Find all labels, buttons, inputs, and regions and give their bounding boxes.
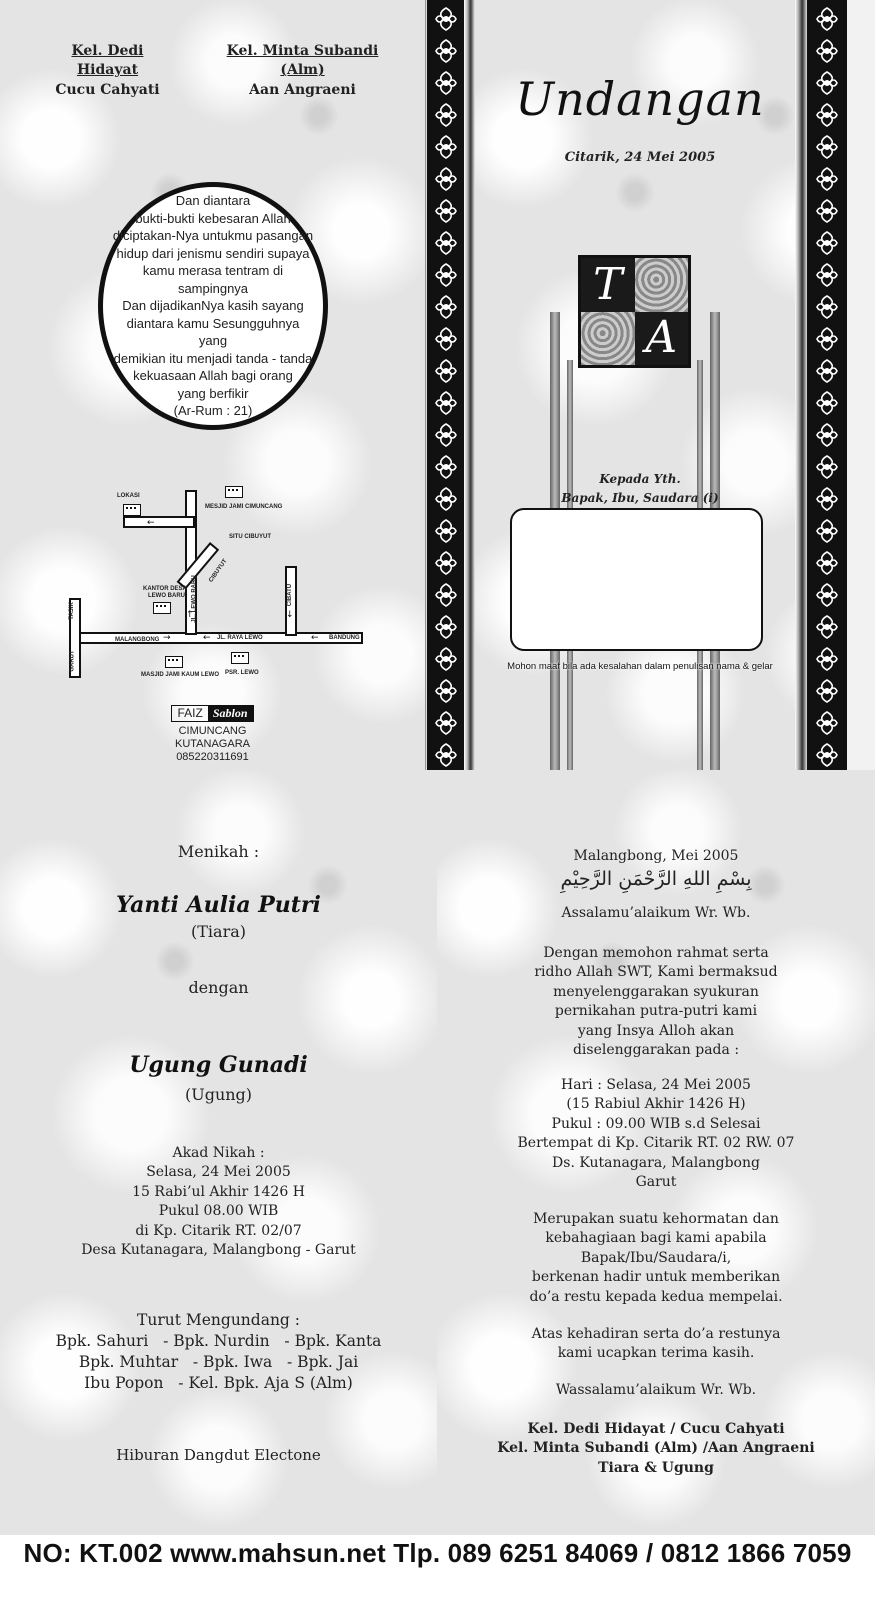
- ornament-icon: [814, 358, 840, 384]
- ornament-icon: [814, 6, 840, 32]
- paragraph-line: yang Insya Alloh akan: [577, 1022, 735, 1039]
- quote-line: bukti-bukti kebesaran Allah: [135, 210, 291, 226]
- paragraph-line: Dengan memohon rahmat serta: [543, 945, 769, 961]
- map-label-jl-raya-lewo: JL. RAYA LEWO: [217, 635, 263, 641]
- ornament-icon: [814, 262, 840, 288]
- ornament-icon: [433, 70, 459, 96]
- ornament-icon: [814, 294, 840, 320]
- map-label-bandung: BANDUNG: [329, 635, 360, 641]
- akad-line: Akad Nikah :: [172, 1145, 265, 1161]
- mosque-icon: [165, 656, 183, 668]
- printer-credit: [150, 705, 275, 764]
- printer-logo: [171, 705, 253, 722]
- apology-note: Mohon maaf bila ada kesalahan dalam penulisan nama & gelar: [507, 661, 773, 672]
- ornament-icon: [814, 486, 840, 512]
- event-details: [437, 1076, 875, 1192]
- map-label-kantor-desa: KANTOR DESA: [143, 586, 187, 592]
- ornament-icon: [433, 326, 459, 352]
- quote-line: yang berfikir: [177, 385, 249, 401]
- family-right: [205, 42, 400, 100]
- map-label-masjid-kaum: MASJID JAMI KAUM LEWO: [141, 672, 219, 678]
- ornament-icon: [433, 710, 459, 736]
- flower-photo-tile: [581, 312, 635, 366]
- detail-line: (15 Rabiul Akhir 1426 H): [566, 1096, 746, 1113]
- decorative-rail: [464, 0, 475, 770]
- ornament-icon: [433, 646, 459, 672]
- akad-line: Selasa, 24 Mei 2005: [146, 1164, 291, 1181]
- map-label-mesjid-cimuncang: MESJID JAMI CIMUNCANG: [205, 504, 283, 510]
- printer-brand-left: FAIZ: [177, 706, 203, 720]
- recipient-address-box: [510, 508, 763, 651]
- decorative-rail: [795, 0, 807, 770]
- ornament-icon: [433, 486, 459, 512]
- arrow-left-icon: ←: [147, 518, 155, 528]
- akad-nikah-block: [0, 1144, 437, 1260]
- monogram-emblem: [578, 255, 691, 368]
- paragraph-line: diselenggarakan pada :: [572, 1042, 740, 1059]
- quote-line: diantara kamu Sesungguhnya yang: [126, 315, 300, 349]
- invitation-paragraph-1: [437, 944, 875, 1060]
- invitation-paragraph-2: [437, 1210, 875, 1307]
- printer-phone: 085220311691: [176, 751, 249, 763]
- inner-left-panel: [0, 770, 437, 1535]
- detail-line: Bertempat di Kp. Citarik RT. 02 RW. 07: [517, 1135, 795, 1152]
- ornament-icon: [433, 38, 459, 64]
- detail-line: Pukul : 09.00 WIB s.d Selesai: [551, 1115, 761, 1132]
- recipient-line1: Kepada Yth.: [599, 472, 681, 486]
- ornament-icon: [433, 454, 459, 480]
- map-label-malangbong: MALANGBONG: [115, 637, 160, 643]
- family-right-line2: Aan Angraeni: [249, 81, 356, 98]
- arrow-right-icon: →: [163, 633, 171, 643]
- ornament-icon: [433, 422, 459, 448]
- ornament-icon: [433, 294, 459, 320]
- quote-line: diciptakan-Nya untukmu pasangan: [112, 228, 314, 244]
- back-cover-panel: [0, 0, 425, 770]
- akad-line: Pukul 08.00 WIB: [158, 1203, 279, 1220]
- ornament-icon: [433, 358, 459, 384]
- turut-mengundang-block: [0, 1310, 437, 1394]
- map-label-lewo-baru: LEWO BARU: [148, 593, 185, 599]
- quote-line: kamu merasa tentram di sampingnya: [142, 263, 284, 296]
- paragraph-line: Atas kehadiran serta do’a restunya: [531, 1326, 781, 1342]
- paragraph-line: kebahagiaan bagi kami apabila: [545, 1230, 767, 1247]
- paragraph-line: pernikahan putra-putri kami: [554, 1003, 758, 1020]
- turut-line: Bpk. Sahuri - Bpk. Nurdin - Bpk. Kanta: [55, 1332, 382, 1350]
- ornament-icon: [433, 742, 459, 768]
- ornament-icon: [433, 230, 459, 256]
- ornament-icon: [814, 518, 840, 544]
- signatory-line: Kel. Dedi Hidayat / Cucu Cahyati: [527, 1421, 785, 1437]
- ornament-icon: [814, 742, 840, 768]
- ornament-border-center: [427, 0, 464, 770]
- family-right-line1: Kel. Minta Subandi (Alm): [226, 43, 379, 79]
- market-icon: [231, 652, 249, 664]
- arrow-left-icon: ←: [311, 633, 319, 643]
- paragraph-line: kami ucapkan terima kasih.: [557, 1345, 755, 1362]
- cover-title: Undangan: [515, 72, 765, 126]
- family-left-line2: Cucu Cahyati: [55, 81, 160, 98]
- map-label-cibatu: CIBATU: [287, 583, 294, 607]
- ornament-icon: [814, 550, 840, 576]
- location-map: [65, 480, 375, 690]
- place-date: Malangbong, Mei 2005: [573, 848, 739, 864]
- ornament-icon: [433, 6, 459, 32]
- quran-quote-oval: [98, 182, 328, 430]
- ornament-icon: [433, 166, 459, 192]
- mosque-icon: [225, 486, 243, 498]
- quote-line: Dan dijadikanNya kasih sayang: [122, 298, 304, 314]
- ornament-icon: [433, 134, 459, 160]
- quote-line: demikian itu menjadi tanda - tanda: [113, 350, 313, 366]
- ornament-icon: [433, 102, 459, 128]
- recipient-heading: [475, 470, 805, 509]
- map-label-psr-lewo: PSR. LEWO: [225, 670, 259, 676]
- map-label-jl-lewo-baru: JL. LEWO BARU: [191, 575, 198, 623]
- quote-line: Dan diantara: [175, 193, 251, 209]
- ornament-icon: [433, 390, 459, 416]
- signatory-line: Kel. Minta Subandi (Alm) /Aan Angraeni: [497, 1440, 815, 1457]
- ornament-icon: [814, 614, 840, 640]
- decorative-rail: [847, 0, 875, 770]
- map-label-lokasi: LOKASI: [117, 493, 140, 499]
- map-road-lokasi: [123, 516, 195, 528]
- turut-line: Bpk. Muhtar - Bpk. Iwa - Bpk. Jai: [78, 1353, 359, 1371]
- ornament-icon: [433, 262, 459, 288]
- paragraph-line: berkenan hadir untuk memberikan: [531, 1269, 781, 1286]
- arrow-up-icon: ↑: [186, 610, 194, 620]
- monogram-letter-t: T: [581, 258, 635, 312]
- map-label-cibuyut: CIBUYUT: [208, 558, 229, 584]
- ornament-icon: [814, 326, 840, 352]
- bride-name: Yanti Aulia Putri: [116, 892, 321, 918]
- monogram-letter-a: A: [635, 312, 689, 366]
- map-label-situ-cibuyut: SITU CIBUYUT: [229, 534, 271, 540]
- detail-line: Hari : Selasa, 24 Mei 2005: [561, 1077, 751, 1093]
- ornament-border-right: [807, 0, 847, 770]
- cover-date: Citarik, 24 Mei 2005: [564, 150, 716, 165]
- family-left-line1: Kel. Dedi Hidayat: [71, 43, 144, 79]
- ornament-icon: [814, 198, 840, 224]
- house-icon: [123, 504, 141, 516]
- ornament-icon: [814, 710, 840, 736]
- printer-address: CIMUNCANG KUTANAGARA: [175, 725, 250, 750]
- ornament-icon: [814, 70, 840, 96]
- signatory-line: Tiara & Ugung: [598, 1459, 714, 1476]
- ornament-icon: [433, 518, 459, 544]
- ornament-icon: [433, 550, 459, 576]
- ornament-icon: [814, 582, 840, 608]
- signatories: [437, 1420, 875, 1478]
- groom-name: Ugung Gunadi: [129, 1052, 308, 1078]
- quote-line: hidup dari jenismu sendiri supaya: [116, 245, 310, 261]
- family-left: [40, 42, 175, 100]
- paragraph-line: Merupakan suatu kehormatan dan: [533, 1211, 779, 1227]
- ornament-icon: [814, 102, 840, 128]
- ornament-icon: [433, 198, 459, 224]
- ornament-icon: [814, 646, 840, 672]
- menikah-label: Menikah :: [177, 842, 260, 861]
- ornament-icon: [814, 134, 840, 160]
- detail-line: Garut: [635, 1174, 677, 1191]
- bismillah-calligraphy: بِسْمِ اللهِ الرَّحْمَنِ الرَّحِيْمِ: [560, 868, 752, 890]
- ornament-icon: [814, 38, 840, 64]
- bride-nickname: (Tiara): [191, 922, 246, 941]
- ornament-icon: [433, 582, 459, 608]
- thanks-paragraph: [437, 1325, 875, 1364]
- akad-line: Desa Kutanagara, Malangbong - Garut: [81, 1242, 356, 1259]
- turut-line: Ibu Popon - Kel. Bpk. Aja S (Alm): [84, 1374, 353, 1392]
- printer-brand-right: Sablon: [208, 706, 253, 721]
- office-icon: [153, 602, 171, 614]
- ornament-icon: [814, 454, 840, 480]
- inner-right-panel: [437, 770, 875, 1535]
- detail-line: Ds. Kutanagara, Malangbong: [552, 1154, 760, 1171]
- ornament-icon: [814, 678, 840, 704]
- ornament-icon: [814, 230, 840, 256]
- paragraph-line: ridho Allah SWT, Kami bermaksud: [534, 964, 778, 981]
- paragraph-line: menyelenggarakan syukuran: [553, 983, 759, 1000]
- ornament-icon: [814, 166, 840, 192]
- hiburan-note: Hiburan Dangdut Electone: [116, 1446, 321, 1464]
- map-label-garut: GARUT: [69, 650, 76, 672]
- salam-greeting: Assalamu’alaikum Wr. Wb.: [561, 905, 751, 921]
- paragraph-line: Bapak/Ibu/Saudara/i,: [580, 1249, 732, 1266]
- recipient-line2: Bapak, Ibu, Saudara (i): [561, 491, 719, 506]
- dengan-label: dengan: [188, 978, 249, 997]
- ornament-icon: [433, 614, 459, 640]
- ornament-icon: [433, 678, 459, 704]
- quote-line: kekuasaan Allah bagi orang: [133, 368, 293, 384]
- closing-greeting: Wassalamu’alaikum Wr. Wb.: [555, 1382, 757, 1398]
- arrow-left-icon: ←: [203, 633, 211, 643]
- paragraph-line: do’a restu kepada kedua mempelai.: [529, 1288, 783, 1305]
- flower-photo-tile: [635, 258, 689, 312]
- akad-line: 15 Rabi’ul Akhir 1426 H: [132, 1183, 305, 1200]
- arrow-down-icon: ↓: [286, 610, 294, 620]
- turut-title: Turut Mengundang :: [137, 1311, 300, 1329]
- ornament-icon: [814, 422, 840, 448]
- catalog-footer: NO: KT.002 www.mahsun.net Tlp. 089 6251 84069 / 0812 1866 7059: [23, 1538, 852, 1568]
- akad-line: di Kp. Citarik RT. 02/07: [135, 1222, 302, 1239]
- quote-citation: (Ar-Rum : 21): [173, 403, 253, 419]
- ornament-icon: [814, 390, 840, 416]
- groom-nickname: (Ugung): [184, 1085, 253, 1104]
- map-label-tasik: TASIK: [68, 602, 75, 620]
